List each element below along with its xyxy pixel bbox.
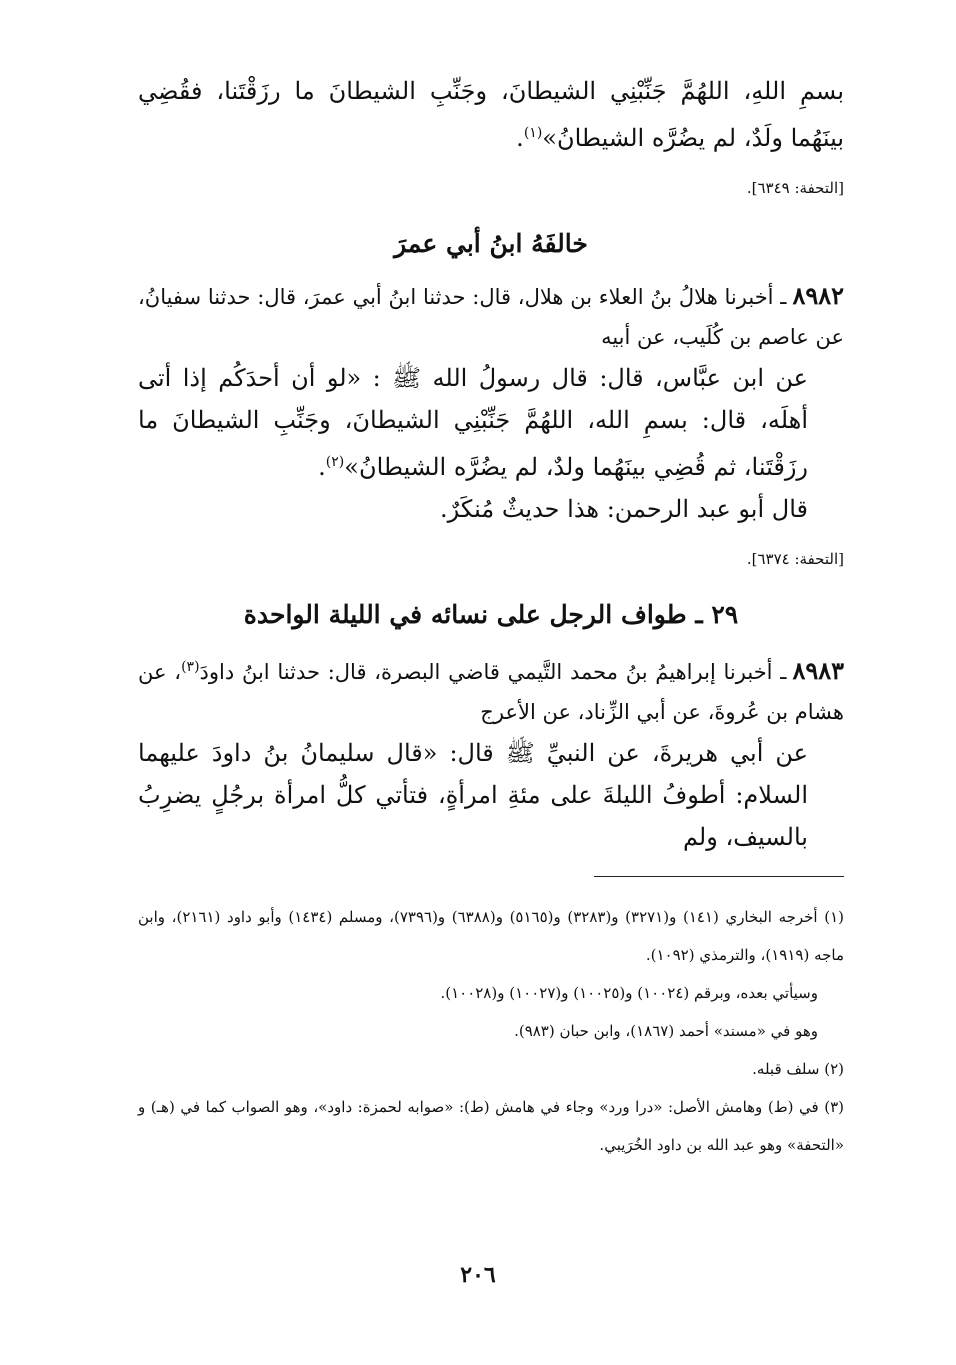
continuation-paragraph: بسمِ اللهِ، اللهُمَّ جَنِّبْنِي الشيطانَ، وجَنِّبِ الشيطانَ ما رزَقْتَنا، فقُضِي بينَهُما ولَدٌ، لم يضُرَّه الشيطانُ»$^{(١)}$. <box>138 77 844 152</box>
isnad-text-8983-a: ـ أخبرنا إبراهيمُ بنُ محمد التَّيمي قاضي البصرة، قال: حدثنا ابنُ داودَ <box>199 660 787 684</box>
hadith-8983-isnad <box>138 647 844 732</box>
tuhfa-reference-2: [التحفة: ٦٣٧٤]. <box>746 550 844 568</box>
footnote-ref-3[interactable]: (٣) <box>181 659 200 675</box>
hadith-8982-comment: قال أبو عبد الرحمن: هذا حديثٌ مُنكَرٌ. <box>439 495 808 523</box>
hadith-number-8982: ٨٩٨٢ <box>792 281 844 310</box>
matn-text-8982: عن ابن عبَّاس، قال: قال رسولُ الله ﷺ : «لو أن أحدَكُم إذا أتى أهلَه، قال: بسمِ الله، اللهُمَّ جَنِّبْنِي الشيطانَ، وجَنِّبِ الشيطانَ ما رزَقْتَنا، ثم قُضِي بينَهُما ولدٌ، لم يضُرَّه الشيطانُ» <box>138 364 808 481</box>
hadith-8983-matn: عن أبي هريرةَ، عن النبيِّ ﷺ قال: «قال سليمانُ بنُ داودَ عليهما السلام: أطوفُ الليلةَ على مئةِ امرأةٍ، فتأتي كلُّ امرأة برجُلٍ يضرِبُ بالسيف، ولم <box>138 739 808 851</box>
hadith-number-8983: ٨٩٨٣ <box>792 656 844 685</box>
footnote-ref-1[interactable]: (١) <box>523 125 543 141</box>
footnote-separator <box>594 876 844 877</box>
footnote-1-cont-a: وسيأتي بعده، وبرقم (١٠٠٢٤) و(١٠٠٢٥) و(١٠٠٢٧) و(١٠٠٢٨). <box>440 984 818 1002</box>
hadith-8982-isnad <box>138 276 844 357</box>
tuhfa-reference-1: [التحفة: ٦٣٤٩]. <box>746 179 844 197</box>
footnote-1: (١) أخرجه البخاري (١٤١) و(٣٢٧١) و(٣٢٨٣) و(٥١٦٥) و(٦٣٨٨) و(٧٣٩٦)، ومسلم (١٤٣٤) وأبو داود (٢١٦١)، وابن ماجه (١٩١٩)، والترمذي (١٠٩٢). <box>138 908 844 964</box>
footnote-3: (٣) في (ط) وهامش الأصل: «درا ورد» وجاء في هامش (ط): «صوابه لحمزة: داود»، وهو الصواب كما في (هـ) و «التحفة» وهو عبد الله بن داود الخُرَيبي. <box>138 1098 844 1154</box>
page-number: ٢٠٦ <box>460 1262 496 1288</box>
footnote-ref-2[interactable]: (٢) <box>325 454 345 470</box>
main-text <box>138 70 844 858</box>
footnote-1-cont-b: وهو في «مسند» أحمد (١٨٦٧)، وابن حبان (٩٨٣). <box>514 1022 818 1040</box>
continuation-text: بسمِ اللهِ، اللهُمَّ جَنِّبْنِي الشيطانَ، وجَنِّبِ الشيطانَ ما رزَقْتَنا، فقُضِي بينَهُما ولَدٌ، لم يضُرَّه الشيطانُ» <box>138 77 844 152</box>
section-heading-1: خالفَهُ ابنُ أبي عمرَ <box>394 229 588 258</box>
isnad-text-8983-b: ، عن هشام بن عُروةَ، عن أبي الزِّناد، عن الأعرج <box>138 660 844 724</box>
footnote-2: (٢) سلف قبله. <box>752 1060 844 1078</box>
isnad-text-8982: ـ أخبرنا هلالُ بنُ العلاء بن هلال، قال: حدثنا ابنُ أبي عمرَ، قال: حدثنا سفيانُ، عن عاصم بن كُلَيب، عن أبيه <box>138 285 844 349</box>
footnotes <box>138 898 844 1164</box>
footnote-separator-wrap <box>138 876 844 898</box>
section-heading-29: ٢٩ ـ طواف الرجل على نسائه في الليلة الواحدة <box>243 600 739 629</box>
hadith-8982-matn: عن ابن عبَّاس، قال: قال رسولُ الله ﷺ : «لو أن أحدَكُم إذا أتى أهلَه، قال: بسمِ الله، اللهُمَّ جَنِّبْنِي الشيطانَ، وجَنِّبِ الشيطانَ ما رزَقْتَنا، ثم قُضِي بينَهُما ولدٌ، لم يضُرَّه الشيطانُ»$^{(٢)}$. <box>138 364 808 481</box>
